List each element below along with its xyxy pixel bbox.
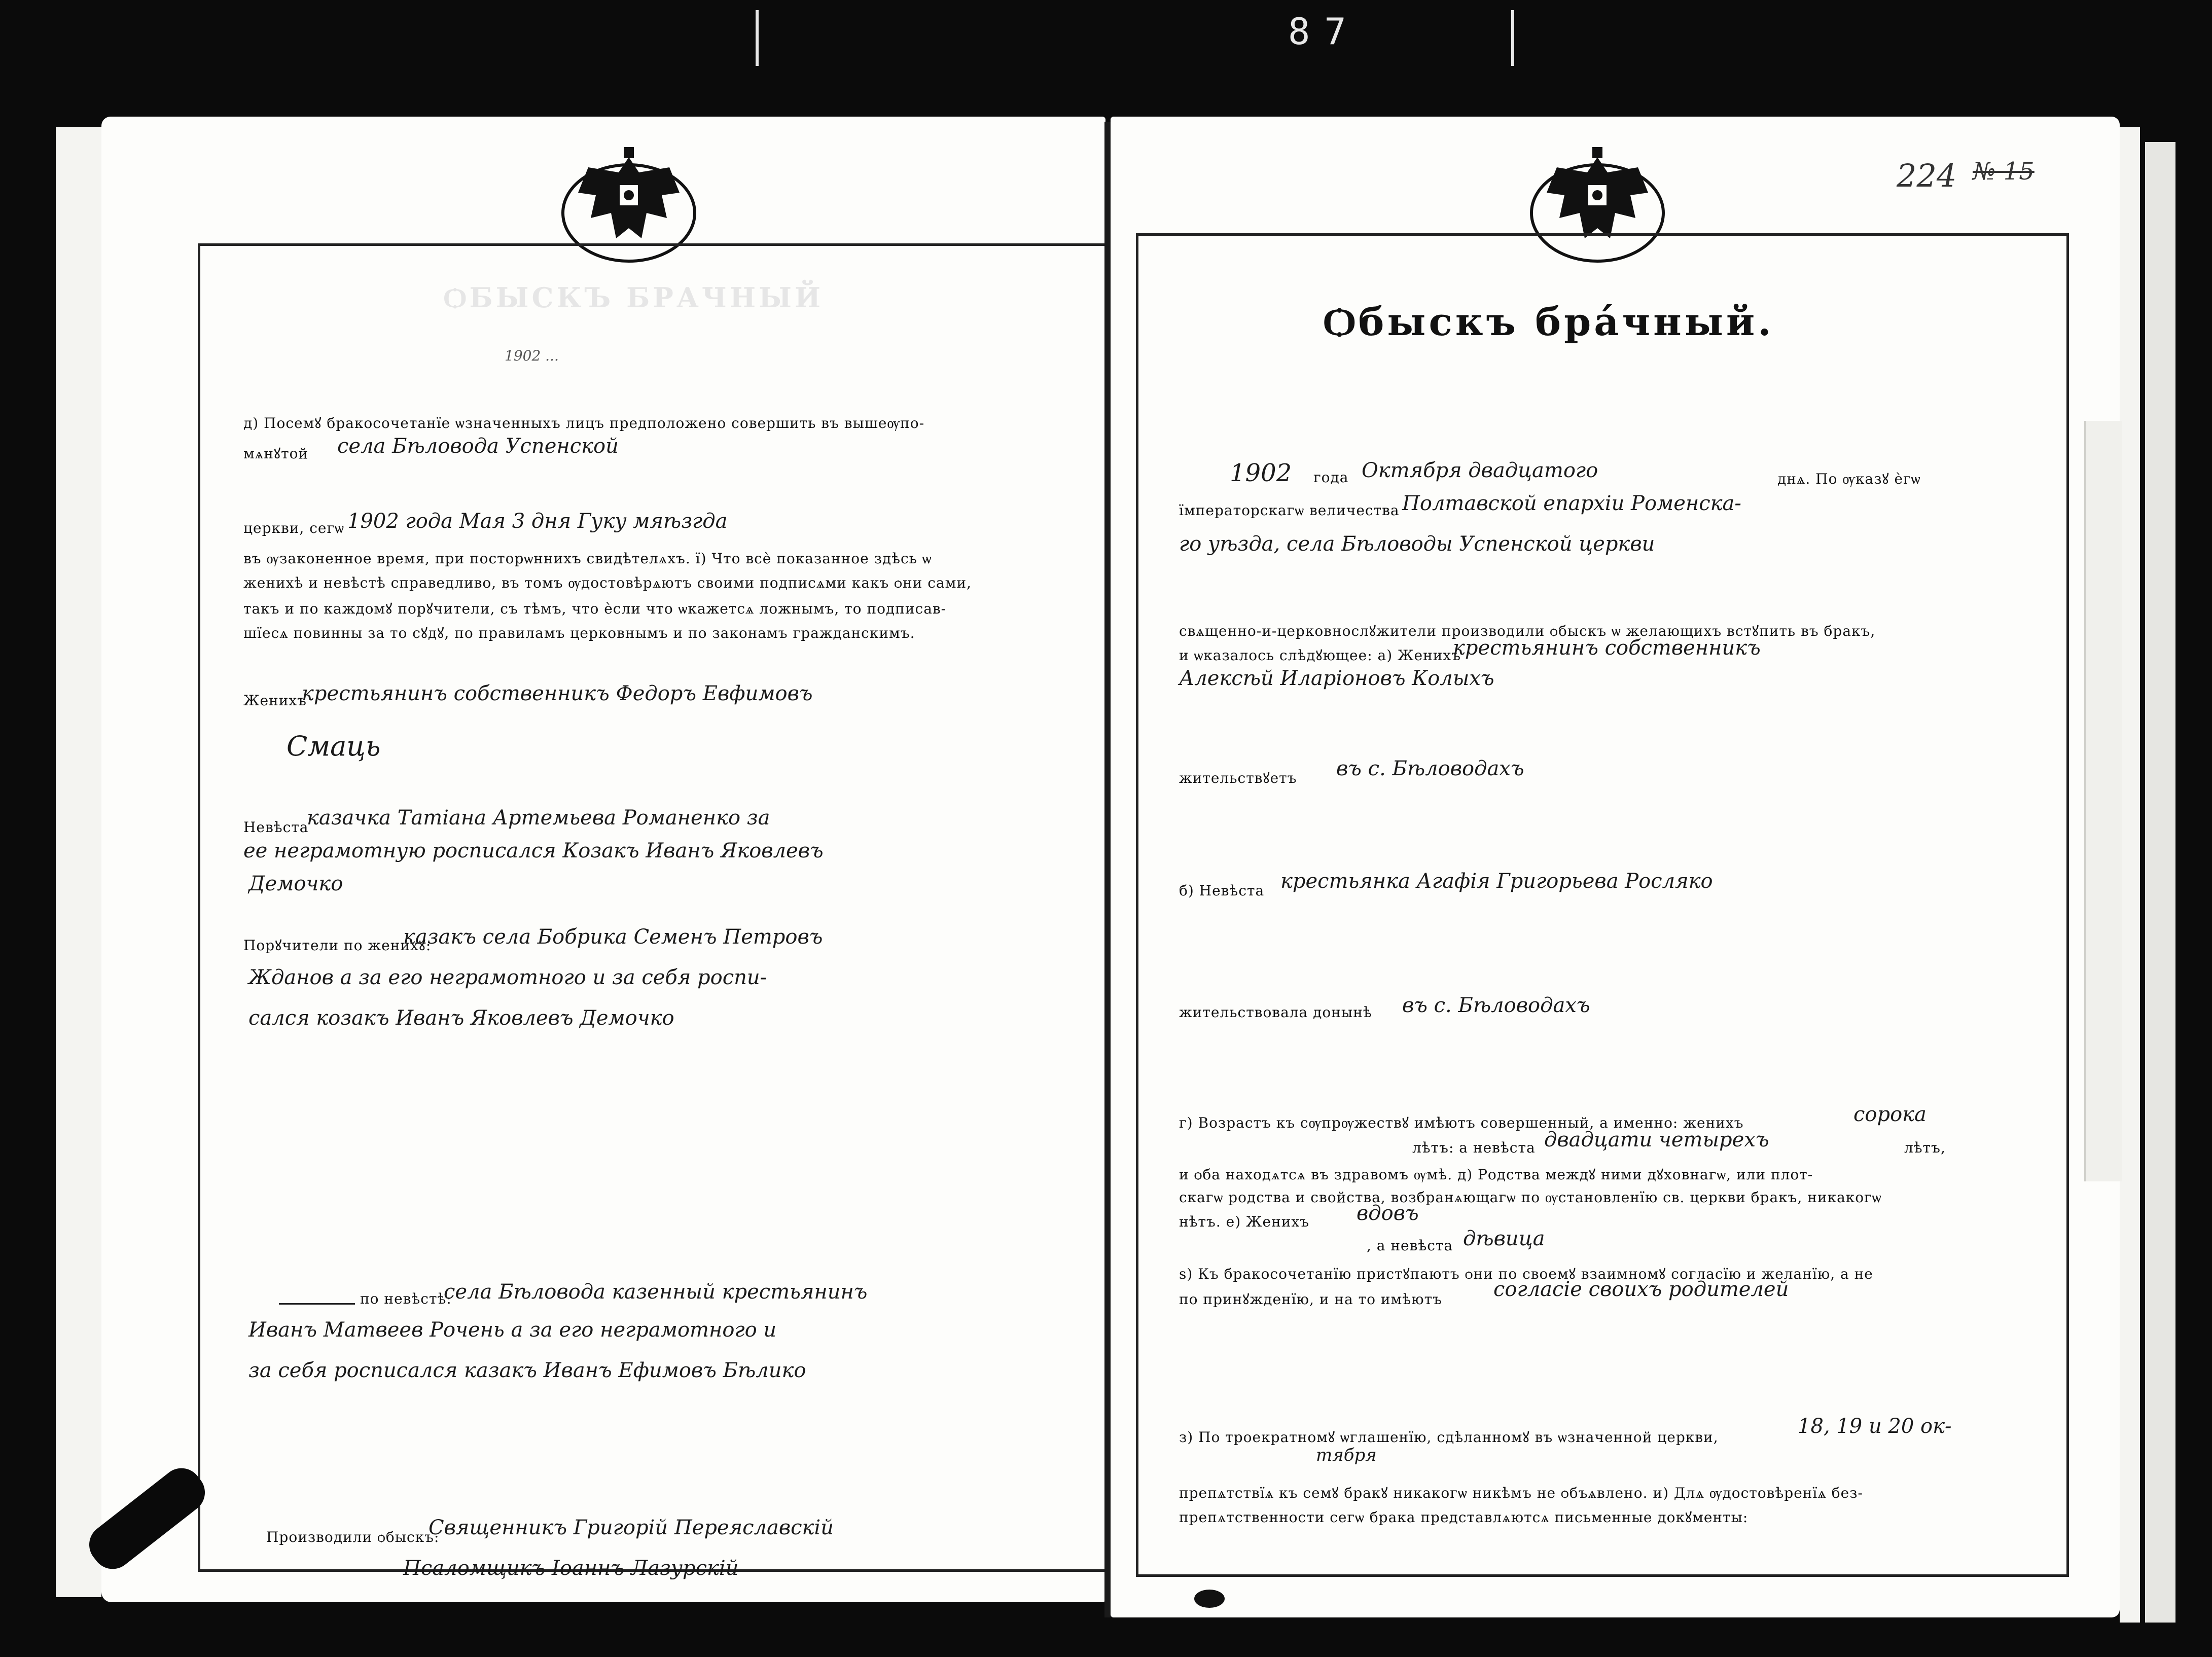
- left-bride-guarantor-handwriting-2: Иванъ Матвеев Рочень а за его неграмотного и: [248, 1318, 777, 1342]
- document-title: Ѻбыскъ бра́чный.: [1324, 299, 1774, 344]
- right-kin-line4: , а невѣста: [1367, 1237, 1453, 1254]
- right-consent-line2: по принꙋжденїю, и на то имѣютъ: [1179, 1291, 1442, 1308]
- right-kin-line1: и ѻба находѧтсѧ въ здравомъ ѹмѣ. д) Родства междꙋ ними дꙋховнагѡ, или плот-: [1179, 1166, 1813, 1183]
- right-kin-line2: скагѡ родства и свойства, возбранѧющагѡ по ѹстановленїю св. церкви бракъ, никакогѡ: [1179, 1189, 1882, 1206]
- right-date-label2: днѧ. По ѹказꙋ ѐгѡ: [1777, 471, 1921, 487]
- left-para-d-line2: мѧнꙋтой: [243, 445, 309, 462]
- right-clergy-line2: и ѡказалось слѣдꙋющее: а) Женихъ: [1179, 647, 1461, 664]
- left-bride-guarantor-handwriting-1: села Бѣловода казенный крестьянинъ: [444, 1280, 868, 1304]
- left-bride-handwriting-3: Демочко: [248, 872, 343, 895]
- right-district-handwriting: го уѣзда, села Бѣловоды Успенской церкви: [1179, 532, 1655, 556]
- right-margin-strip: [2084, 421, 2122, 1181]
- page-stack-right: [2120, 127, 2140, 1623]
- left-page: [101, 117, 1105, 1602]
- left-bride-handwriting-2: ее неграмотную росписался Козакъ Иванъ Яковлевъ: [243, 839, 824, 862]
- bleedthrough-title: ѺБЫСКЪ БРАЧНЫЙ: [444, 281, 824, 314]
- frame-number: 87: [1288, 10, 1361, 53]
- right-banns-label: з) По троекратномꙋ ѡглашенїю, сдѣланномꙋ въ ѡзначенной церкви,: [1179, 1429, 1719, 1446]
- left-guarantor-handwriting-3: сался козакъ Иванъ Яковлевъ Демочко: [248, 1006, 674, 1030]
- left-legal-line4: шїесѧ повинны за то сꙋдꙋ, по правиламъ церковнымъ и по законамъ гражданскимъ.: [243, 625, 915, 641]
- left-guarantor-label: Порꙋчители по женихꙋ:: [243, 937, 432, 954]
- right-majesty-handwriting: Полтавской епархіи Роменска-: [1402, 492, 1741, 515]
- right-consent-handwriting: согласіе своихъ родителей: [1493, 1278, 1789, 1301]
- left-legal-line2: женихѣ и невѣстѣ справедливо, въ томъ ѹдостовѣрѧютъ своими подписѧми какъ ѻни сами,: [243, 574, 972, 591]
- left-groom-handwriting-1: крестьянинъ собственникъ Федоръ Евфимовъ: [302, 682, 813, 705]
- right-date-month: Октября двадцатого: [1362, 459, 1598, 482]
- left-church-handwriting: 1902 года Мая 3 дня Гуку мяѣзгда: [347, 510, 728, 533]
- left-conductor-handwriting-2: Псаломщикъ Іоаннъ Лазурскій: [403, 1557, 739, 1580]
- page-stack-left: [56, 127, 101, 1597]
- page-stack-right-outer: [2145, 142, 2175, 1623]
- folio-number: 224: [1897, 157, 1957, 194]
- left-groom-handwriting-2: Смаць: [287, 730, 381, 762]
- left-guarantor-handwriting-1: казакъ села Бобрика Семенъ Петровъ: [403, 925, 823, 949]
- right-bride-handwriting: крестьянка Агафія Григорьева Росляко: [1280, 870, 1713, 893]
- right-groom-status: вдовъ: [1357, 1202, 1419, 1225]
- right-kin-line3: нѣтъ. е) Женихъ: [1179, 1213, 1310, 1230]
- left-form-border: [198, 243, 1121, 1580]
- left-bride-guarantor-handwriting-3: за себя росписался казакъ Иванъ Ефимовъ Бѣлико: [248, 1359, 806, 1382]
- left-legal-line3: такъ и по каждомꙋ порꙋчители, съ тѣмъ, что ѐсли что ѡкажетсѧ ложнымъ, то подписав-: [243, 600, 947, 617]
- right-obstacle-line1: препѧтствїѧ къ семꙋ бракꙋ никакогѡ никѣмъ не ѻбъѧвлено. и) Длѧ ѹдостовѣренїѧ без-: [1179, 1485, 1863, 1501]
- right-bride-residence: въ с. Бѣловодахъ: [1402, 994, 1590, 1017]
- left-groom-label: Женихъ: [243, 692, 307, 709]
- right-groom-name: Алексѣй Иларіоновъ Колыхъ: [1179, 667, 1494, 690]
- left-bride-handwriting-1: казачка Татіана Артемьева Романенко за: [307, 806, 770, 830]
- right-majesty-label: їмператорскагѡ величества: [1179, 502, 1400, 519]
- right-bride-residence-label: жительствовала донынѣ: [1179, 1004, 1372, 1021]
- right-clergy-line1: свѧщенно-и-церковнослꙋжители производили ѻбыскъ ѡ желающихъ встꙋпить въ бракъ,: [1179, 623, 1876, 639]
- right-clergy-handwriting: крестьянинъ собственникъ: [1453, 636, 1761, 660]
- right-form-border: [1136, 233, 2069, 1577]
- right-page: [1111, 117, 2120, 1617]
- left-church-label: церкви, сегѡ: [243, 520, 344, 536]
- left-conductor-handwriting-1: Священникъ Григорій Переяславскій: [429, 1516, 834, 1539]
- right-obstacle-line2: препѧтственности сегѡ брака представлѧютсѧ письменные докꙋменты:: [1179, 1509, 1749, 1526]
- right-bride-status: дѣвица: [1463, 1227, 1545, 1250]
- right-date-label1: года: [1313, 469, 1349, 486]
- right-consent-line1: ѕ) Къ бракосочетанїю пристꙋпаютъ ѻни по своемꙋ взаимномꙋ согласїю и желанїю, а не: [1179, 1266, 1873, 1282]
- left-bride-guarantor-label: по невѣстѣ:: [360, 1290, 452, 1307]
- left-legal-line1: въ ѹзаконенное время, при посторѡннихъ свидѣтелѧхъ. ї) Что всѐ показанное здѣсь ѡ: [243, 550, 932, 567]
- left-para-d-line1: д) Посемꙋ бракосочетанїе ѡзначенныхъ лицъ предположено совершить въ вышеѹпо-: [243, 415, 925, 431]
- right-groom-residence: въ с. Бѣловодахъ: [1336, 757, 1524, 780]
- left-guarantor-handwriting-2: Жданов а за его неграмотного и за себя роспи-: [248, 966, 767, 989]
- left-bride-label: Невѣста: [243, 819, 309, 836]
- ink-blot: [1194, 1590, 1225, 1608]
- film-tick-left: [756, 10, 759, 66]
- right-age-label3: лѣтъ,: [1904, 1139, 1946, 1156]
- right-banns-handwriting-2: тября: [1316, 1445, 1377, 1465]
- left-bride-guarantor-rule: [279, 1303, 355, 1305]
- right-bride-label: б) Невѣста: [1179, 882, 1265, 899]
- right-age-label2: лѣтъ: а невѣста: [1412, 1139, 1536, 1156]
- folio-number-old: № 15: [1973, 157, 2035, 186]
- left-para-d-handwriting: села Бѣловода Успенской: [337, 435, 619, 458]
- right-banns-handwriting: 18, 19 и 20 ок-: [1798, 1415, 1952, 1438]
- right-age-line1: г) Возрастъ къ сѹпрѹжествꙋ имѣютъ совершенный, а именно: женихъ: [1179, 1114, 1744, 1131]
- right-groom-residence-label: жительствꙋетъ: [1179, 770, 1297, 786]
- film-tick-right: [1511, 10, 1514, 66]
- right-age-groom: сорока: [1853, 1103, 1926, 1126]
- right-age-bride: двадцати четырехъ: [1544, 1128, 1769, 1151]
- left-conductor-label: Производили ѻбыскъ:: [266, 1529, 440, 1545]
- right-date-year: 1902: [1230, 459, 1292, 487]
- left-intro-handwriting: 1902 ...: [505, 347, 559, 364]
